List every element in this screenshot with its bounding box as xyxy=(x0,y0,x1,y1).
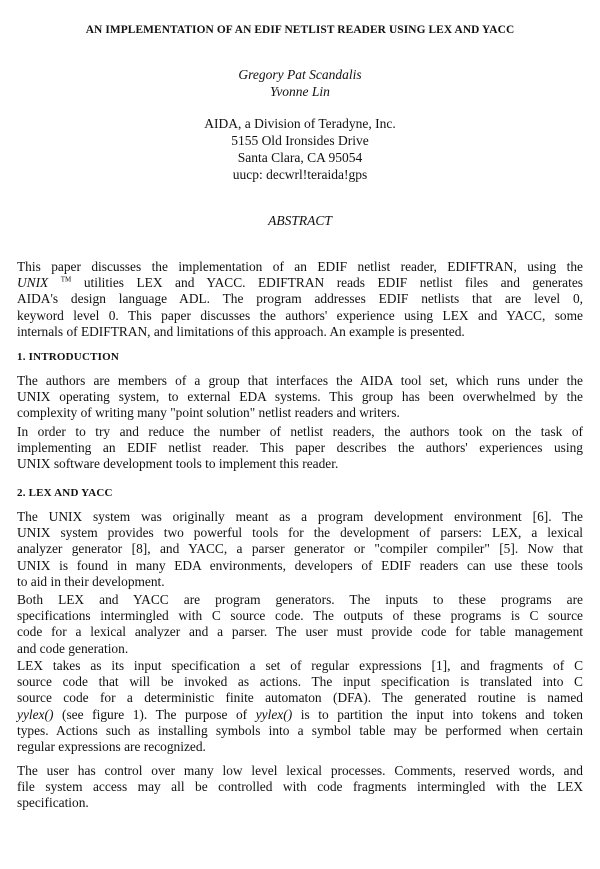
tm-mark: TM xyxy=(60,275,72,284)
section-heading: 1. INTRODUCTION xyxy=(17,351,120,363)
text-line: The user has control over many low level lexical processes. Comments, reserved words, and xyxy=(17,763,583,778)
function-name: yylex() xyxy=(17,706,54,722)
text-line xyxy=(17,707,583,723)
text-fragment: (see figure 1). The purpose of xyxy=(62,706,248,722)
text-line: In order to try and reduce the number of netlist readers, the authors took on the task of xyxy=(17,424,583,439)
body-paragraph xyxy=(17,763,583,812)
text-line: code for a lexical analyzer and a parser. The user must provide code for table management xyxy=(17,624,583,640)
text-line: keyword level 0. This paper discusses the authors' experience using LEX and YACC, some xyxy=(17,307,583,323)
text-line: types. Actions such as installing symbols into a symbol table may be performed when certain xyxy=(17,722,583,738)
body-paragraph xyxy=(17,424,583,473)
body-paragraph xyxy=(17,373,583,422)
paper-title: AN IMPLEMENTATION OF AN EDIF NETLIST READER USING LEX AND YACC xyxy=(85,24,515,36)
author-name: Yvonne Lin xyxy=(270,84,330,99)
text-line: file system access may all be controlled with code fragments intermingled with the LEX xyxy=(17,779,583,795)
text-line: specification. xyxy=(17,795,89,811)
text-fragment: utilities LEX and YACC. EDIFTRAN reads EDIF netlist files and generates xyxy=(83,275,583,291)
text-fragment: is to partition the input into tokens and token xyxy=(300,706,583,722)
text-line: Both LEX and YACC are program generators. The inputs to these programs are xyxy=(17,592,583,607)
affiliation-line: Santa Clara, CA 95054 xyxy=(237,150,363,165)
text-line: The UNIX system was originally meant as a program development environment [6]. The xyxy=(17,509,583,524)
text-line: UNIX operating system, to external EDA systems. This group has been overwhelmed by the xyxy=(17,389,583,405)
body-paragraph xyxy=(17,592,583,657)
text-line: UNIX system provides two powerful tools for the development of parsers: LEX, a lexical xyxy=(17,525,583,541)
affiliation-line: 5155 Old Ironsides Drive xyxy=(231,133,369,148)
text-line: implementing an EDIF netlist reader. This paper describes the authors' experiences using xyxy=(17,440,583,456)
text-line: internals of EDIFTRAN, and limitations of this approach. An example is presented. xyxy=(17,323,465,339)
affiliation-line: AIDA, a Division of Teradyne, Inc. xyxy=(204,116,396,131)
body-paragraph xyxy=(17,658,583,755)
text-line: and code generation. xyxy=(17,640,129,656)
text-line: UNIX software development tools to implement this reader. xyxy=(17,456,339,472)
author-list xyxy=(0,66,600,100)
text-line: source code that will be invoked as actions. The input specification is translated into C xyxy=(17,674,583,690)
function-name: yylex() xyxy=(255,706,293,722)
unix-trademark: UNIX xyxy=(17,275,49,291)
affiliation-block xyxy=(0,115,600,183)
text-line: UNIX is found in many EDA environments, developers of EDIF readers can use these tools xyxy=(17,557,583,573)
text-line xyxy=(17,275,583,291)
text-line: regular expressions are recognized. xyxy=(17,739,206,755)
text-line: The authors are members of a group that interfaces the AIDA tool set, which runs under the xyxy=(17,373,583,388)
text-line: specifications intermingled with C source code. The outputs of these programs is C source xyxy=(17,608,583,624)
affiliation-line: uucp: decwrl!teraida!gps xyxy=(232,167,368,182)
text-line: LEX takes as its input specification a set of regular expressions [1], and fragments of C xyxy=(17,658,583,673)
body-paragraph xyxy=(17,509,583,590)
abstract-paragraph xyxy=(17,259,583,340)
text-line: analyzer generator [8], and YACC, a parser generator or "compiler compiler" [5]. Now that xyxy=(17,541,583,557)
text-line: AIDA's design language ADL. The program addresses EDIF netlists that are level 0, xyxy=(17,291,583,307)
abstract-heading: ABSTRACT xyxy=(268,213,332,228)
author-name: Gregory Pat Scandalis xyxy=(238,67,362,82)
text-line: complexity of writing many "point solution" netlist readers and writers. xyxy=(17,405,400,421)
section-heading: 2. LEX AND YACC xyxy=(17,487,113,499)
text-line: to aid in their development. xyxy=(17,573,165,589)
text-line: source code for a deterministic finite automaton (DFA). The generated routine is named xyxy=(17,690,583,706)
text-line: This paper discusses the implementation of an EDIF netlist reader, EDIFTRAN, using the xyxy=(17,259,583,274)
